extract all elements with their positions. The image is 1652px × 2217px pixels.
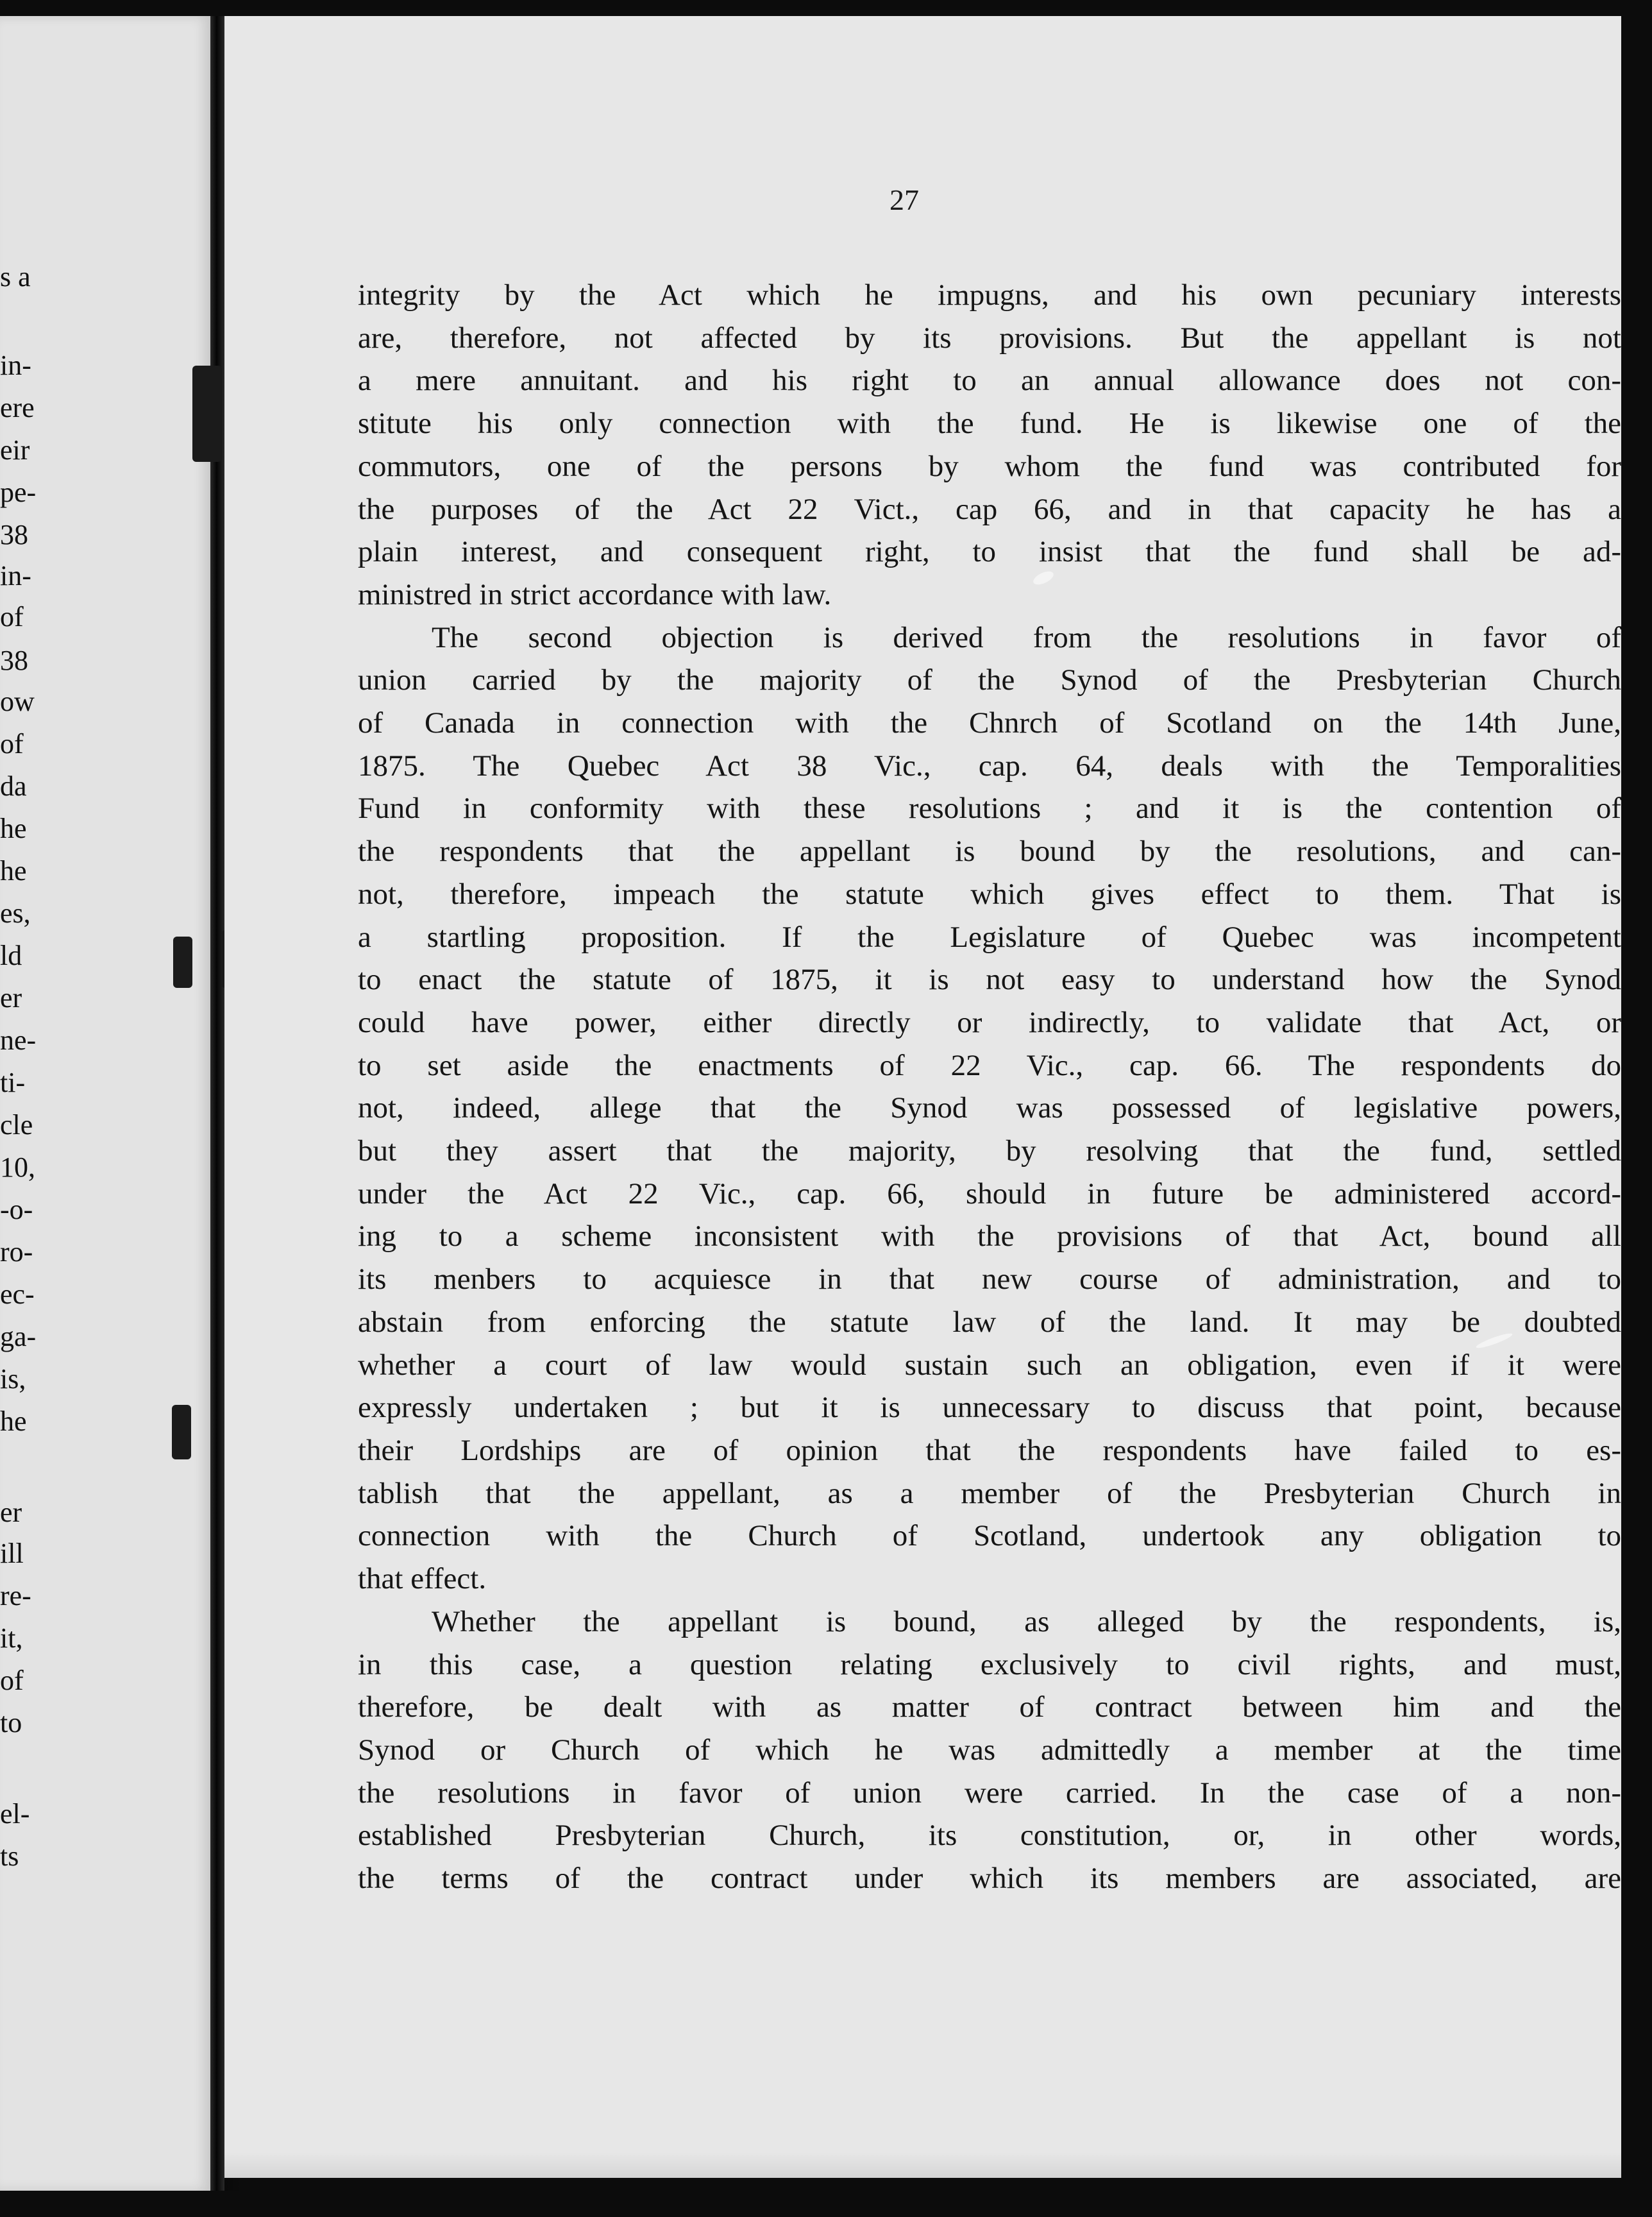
text-line: their Lordships are of opinion that the respondents have failed to es- — [358, 1433, 1621, 1467]
previous-page-line-fragment: da — [0, 770, 27, 802]
text-line: 1875. The Quebec Act 38 Vic., cap. 64, deals with the Temporalities — [358, 749, 1621, 783]
text-line: expressly undertaken ; but it is unnecessary to discuss that point, because — [358, 1391, 1621, 1425]
previous-page-line-fragment: to — [0, 1707, 22, 1738]
text-line: stitute his only connection with the fund. He is likewise one of the — [358, 407, 1621, 441]
previous-page-line-fragment: el- — [0, 1798, 30, 1830]
previous-page-line-fragment: 38 — [0, 645, 28, 676]
binding-tape-mark — [173, 937, 192, 988]
previous-page-line-fragment: he — [0, 855, 27, 887]
text-line: plain interest, and consequent right, to insist that the fund shall be ad- — [358, 535, 1621, 569]
book-page — [224, 16, 1621, 2178]
text-line: the respondents that the appellant is bound by the resolutions, and can- — [358, 835, 1621, 869]
text-line: whether a court of law would sustain such an obligation, even if it were — [358, 1348, 1621, 1382]
text-line: union carried by the majority of the Synod of the Presbyterian Church — [358, 663, 1621, 697]
previous-page-line-fragment: ow — [0, 686, 35, 717]
text-line: a startling proposition. If the Legislature of Quebec was incompetent — [358, 920, 1621, 954]
previous-page-line-fragment: s a — [0, 261, 31, 293]
text-line: not, therefore, impeach the statute which gives effect to them. That is — [358, 877, 1621, 911]
paragraph — [358, 274, 1621, 616]
previous-page-line-fragment: is, — [0, 1363, 26, 1395]
text-line: integrity by the Act which he impugns, and his own pecuniary interests — [358, 278, 1621, 312]
text-line: established Presbyterian Church, its constitution, or, in other words, — [358, 1819, 1621, 1853]
book-binding-gutter — [210, 16, 224, 2191]
previous-page-line-fragment: ne- — [0, 1024, 37, 1056]
previous-page-line-fragment: 38 — [0, 519, 28, 550]
text-line: its menbers to acquiesce in that new course of administration, and to — [358, 1262, 1621, 1296]
previous-page-line-fragment: ld — [0, 940, 22, 971]
text-line: connection with the Church of Scotland, undertook any obligation to — [358, 1519, 1621, 1553]
text-line: abstain from enforcing the statute law of the land. It may be doubted — [358, 1305, 1621, 1339]
previous-page-line-fragment: he — [0, 813, 27, 844]
previous-page-line-fragment: re- — [0, 1580, 31, 1611]
text-line: under the Act 22 Vic., cap. 66, should in future be administered accord- — [358, 1176, 1621, 1210]
previous-page-line-fragment: ts — [0, 1840, 19, 1872]
text-line: are, therefore, not affected by its provisions. But the appellant is not — [358, 321, 1621, 355]
text-line: could have power, either directly or indirectly, to validate that Act, or — [358, 1005, 1621, 1039]
binding-tape-mark — [172, 1405, 191, 1459]
text-line: Whether the appellant is bound, as alleged by the respondents, is, — [432, 1604, 1621, 1638]
text-line: to enact the statute of 1875, it is not easy to understand how the Synod — [358, 963, 1621, 997]
page-bottom-edge — [224, 2152, 1621, 2178]
text-line: the purposes of the Act 22 Vict., cap 66, and in that capacity he has a — [358, 492, 1621, 526]
text-line: the terms of the contract under which its members are associated, are — [358, 1862, 1621, 1896]
text-line: of Canada in connection with the Chnrch of Scotland on the 14th June, — [358, 706, 1621, 740]
previous-page-line-fragment: in- — [0, 350, 31, 381]
previous-page-line-fragment: pe- — [0, 477, 37, 508]
text-line: Synod or Church of which he was admittedly a member at the time — [358, 1733, 1621, 1767]
page-number: 27 — [889, 183, 919, 216]
previous-page-line-fragment: of — [0, 1665, 24, 1696]
previous-page-line-fragment: in- — [0, 560, 31, 591]
text-line: therefore, be dealt with as matter of contract between him and the — [358, 1690, 1621, 1724]
previous-page-line-fragment: of — [0, 601, 24, 633]
previous-page-line-fragment: it, — [0, 1622, 23, 1654]
text-line: ing to a scheme inconsistent with the provisions of that Act, bound all — [358, 1219, 1621, 1253]
previous-page-strip — [0, 16, 212, 2191]
text-line: that effect. — [358, 1562, 487, 1596]
previous-page-line-fragment: er — [0, 1497, 22, 1528]
text-line: to set aside the enactments of 22 Vic., cap. 66. The respondents do — [358, 1048, 1621, 1082]
previous-page-line-fragment: of — [0, 728, 24, 760]
previous-page-line-fragment: er — [0, 982, 22, 1014]
text-line: not, indeed, allege that the Synod was possessed of legislative powers, — [358, 1091, 1621, 1125]
text-line: commutors, one of the persons by whom the fund was contributed for — [358, 449, 1621, 483]
text-line: tablish that the appellant, as a member of the Presbyterian Church in — [358, 1476, 1621, 1510]
text-line: Fund in conformity with these resolutions ; and it is the contention of — [358, 792, 1621, 826]
previous-page-line-fragment: ill — [0, 1538, 24, 1569]
previous-page-line-fragment: -o- — [0, 1194, 33, 1225]
paragraph — [358, 1601, 1621, 1900]
text-line: The second objection is derived from the resolutions in favor of — [432, 620, 1621, 654]
previous-page-line-fragment: he — [0, 1406, 27, 1437]
body-text — [358, 274, 1621, 1900]
previous-page-line-fragment: ti- — [0, 1067, 26, 1098]
previous-page-line-fragment: ere — [0, 392, 35, 423]
previous-page-line-fragment: ga- — [0, 1321, 37, 1352]
previous-page-line-fragment: eir — [0, 434, 30, 466]
text-line: a mere annuitant. and his right to an annual allowance does not con- — [358, 364, 1621, 398]
text-line: but they assert that the majority, by resolving that the fund, settled — [358, 1134, 1621, 1168]
paragraph — [358, 616, 1621, 1601]
previous-page-line-fragment: cle — [0, 1109, 33, 1141]
text-line: the resolutions in favor of union were carried. In the case of a non- — [358, 1776, 1621, 1810]
previous-page-line-fragment: ro- — [0, 1236, 33, 1268]
previous-page-line-fragment: ec- — [0, 1278, 35, 1310]
previous-page-line-fragment: es, — [0, 897, 31, 929]
text-line: ministred in strict accordance with law. — [358, 577, 832, 611]
text-line: in this case, a question relating exclusively to civil rights, and must, — [358, 1647, 1621, 1681]
previous-page-line-fragment: 10, — [0, 1151, 35, 1183]
binding-tape-mark — [192, 366, 222, 462]
